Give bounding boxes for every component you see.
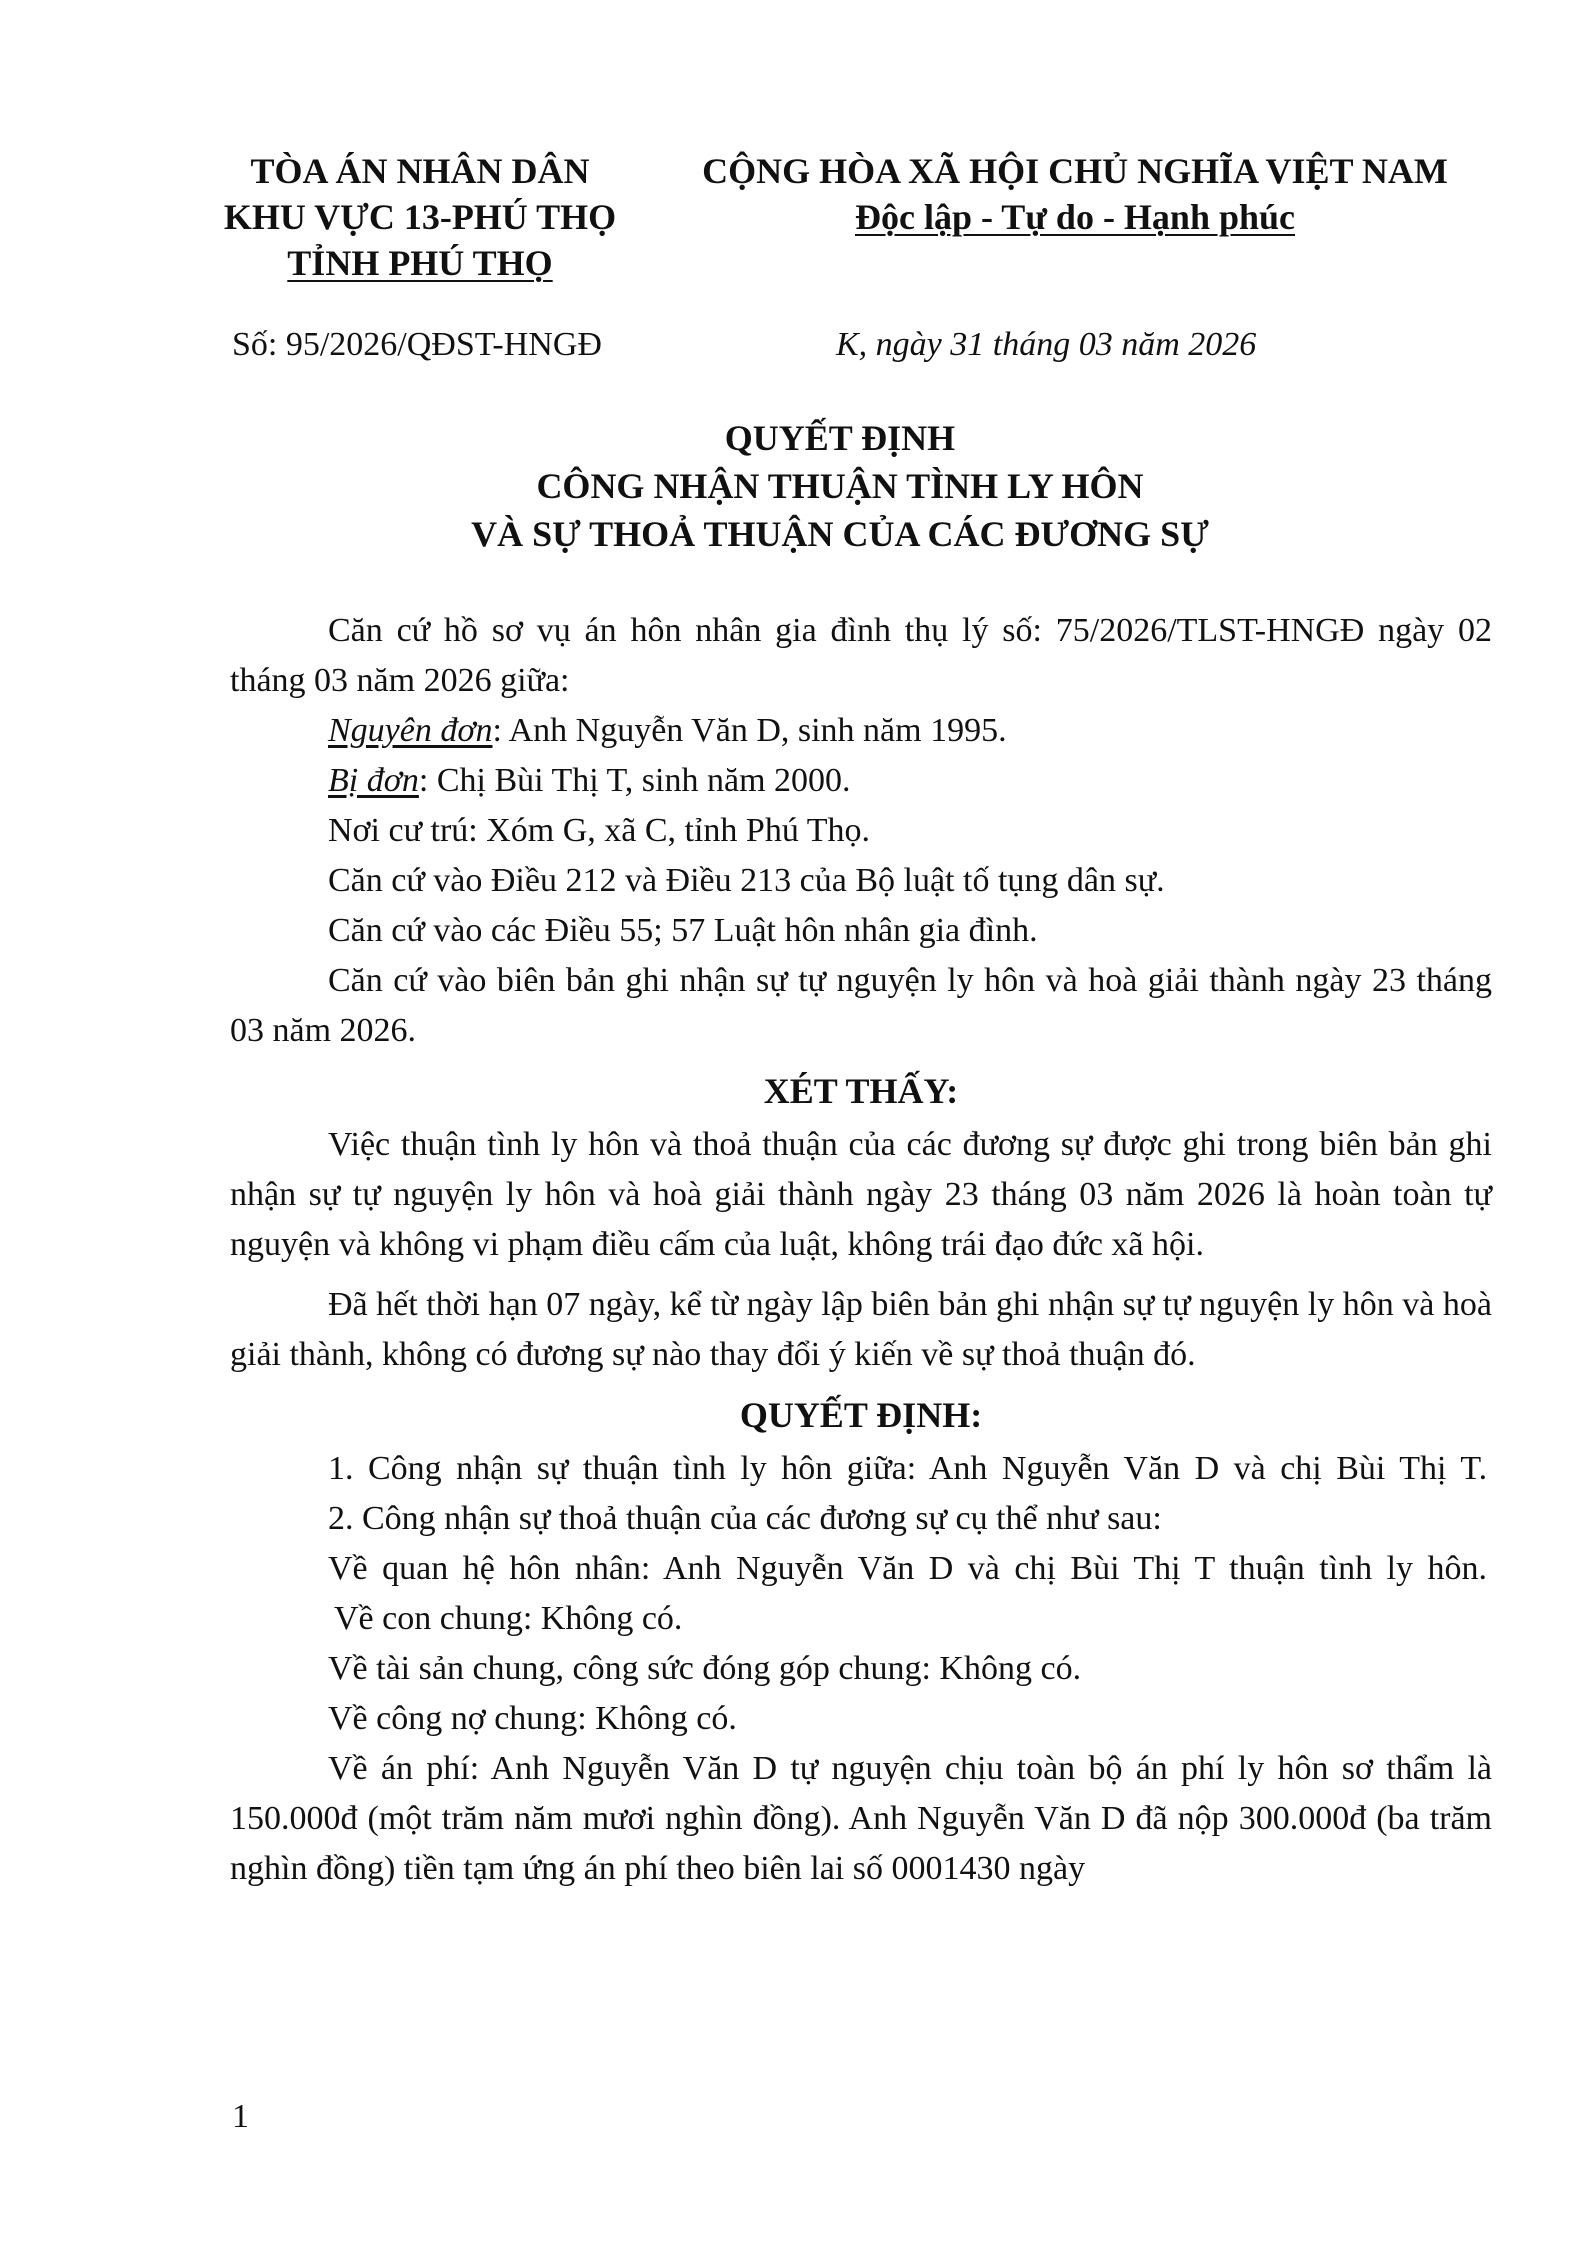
findings-paragraph-1: Việc thuận tình ly hôn và thoả thuận của các đương sự được ghi trong biên bản ghi nhận sự tự nguyện ly hôn và hoà giải thành ngày 23 tháng 03 năm 2026 là hoàn toàn tự nguyện và không vi phạm điều cấm của luật, không trái đạo đức xã hội. xyxy=(230,1126,1492,1263)
common-debts: Về công nợ chung: Không có. xyxy=(328,1700,737,1737)
marriage-relation: Về quan hệ hôn nhân: Anh Nguyễn Văn D và chị Bùi Thị T thuận tình ly hôn. xyxy=(328,1550,1488,1587)
court-header xyxy=(190,148,650,286)
nation-name: CỘNG HÒA XÃ HỘI CHỦ NGHĨA VIỆT NAM xyxy=(702,151,1448,191)
defendant-label: Bị đơn xyxy=(328,762,419,799)
decision-date: K, ngày 31 tháng 03 năm 2026 xyxy=(836,326,1257,363)
plaintiff-label: Nguyên đơn xyxy=(328,712,493,749)
plaintiff-line xyxy=(230,706,1492,756)
law-basis-2: Căn cứ vào các Điều 55; 57 Luật hôn nhân gia đình. xyxy=(328,912,1038,949)
title-line1: QUYẾT ĐỊNH xyxy=(724,418,956,458)
court-province: TỈNH PHÚ THỌ xyxy=(287,243,553,283)
national-motto: Độc lập - Tự do - Hạnh phúc xyxy=(854,197,1296,237)
common-children: Về con chung: Không có. xyxy=(334,1600,683,1637)
basis-intro: Căn cứ hồ sơ vụ án hôn nhân gia đình thụ lý số: 75/2026/TLST-HNGĐ ngày 02 tháng 03 năm 2026 giữa: xyxy=(230,612,1492,699)
plaintiff-value: : Anh Nguyễn Văn D, sinh năm 1995. xyxy=(492,712,1007,749)
court-fees: Về án phí: Anh Nguyễn Văn D tự nguyện chịu toàn bộ án phí ly hôn sơ thẩm là 150.000đ (một trăm năm mươi nghìn đồng). Anh Nguyễn Văn D đã nộp 300.000đ (ba trăm nghìn đồng) tiền tạm ứng án phí theo biên lai số 0001430 ngày xyxy=(230,1750,1492,1887)
decision-item-1: 1. Công nhận sự thuận tình ly hôn giữa: Anh Nguyễn Văn D và chị Bùi Thị T. xyxy=(328,1450,1488,1487)
document-body xyxy=(230,606,1492,1894)
findings-heading: XÉT THẤY: xyxy=(763,1071,959,1111)
title-line2: CÔNG NHẬN THUẬN TÌNH LY HÔN xyxy=(536,466,1144,506)
common-property: Về tài sản chung, công sức đóng góp chung: Không có. xyxy=(328,1650,1082,1687)
court-name-line1: TÒA ÁN NHÂN DÂN xyxy=(250,151,590,191)
decision-number: Số: 95/2026/QĐST-HNGĐ xyxy=(232,326,602,363)
court-name-line2: KHU VỰC 13-PHÚ THỌ xyxy=(223,197,617,237)
document-title xyxy=(190,414,1490,558)
national-header xyxy=(660,148,1490,240)
court-name-line3 xyxy=(190,240,650,286)
law-basis-1: Căn cứ vào Điều 212 và Điều 213 của Bộ luật tố tụng dân sự. xyxy=(328,862,1165,899)
defendant-value: : Chị Bùi Thị T, sinh năm 2000. xyxy=(418,762,851,799)
title-line3: VÀ SỰ THOẢ THUẬN CỦA CÁC ĐƯƠNG SỰ xyxy=(471,514,1209,554)
decision-heading: QUYẾT ĐỊNH: xyxy=(739,1395,983,1435)
defendant-line xyxy=(230,756,1492,806)
findings-paragraph-2: Đã hết thời hạn 07 ngày, kể từ ngày lập biên bản ghi nhận sự tự nguyện ly hôn và hoà giải thành, không có đương sự nào thay đổi ý kiến về sự thoả thuận đó. xyxy=(230,1286,1492,1373)
page-number: 1 xyxy=(232,2098,249,2135)
motto-line xyxy=(660,194,1490,240)
residence-line: Nơi cư trú: Xóm G, xã C, tỉnh Phú Thọ. xyxy=(328,812,870,849)
law-basis-3: Căn cứ vào biên bản ghi nhận sự tự nguyện ly hôn và hoà giải thành ngày 23 tháng 03 năm 2026. xyxy=(230,962,1492,1049)
decision-item-2: 2. Công nhận sự thoả thuận của các đương sự cụ thể như sau: xyxy=(328,1500,1162,1537)
